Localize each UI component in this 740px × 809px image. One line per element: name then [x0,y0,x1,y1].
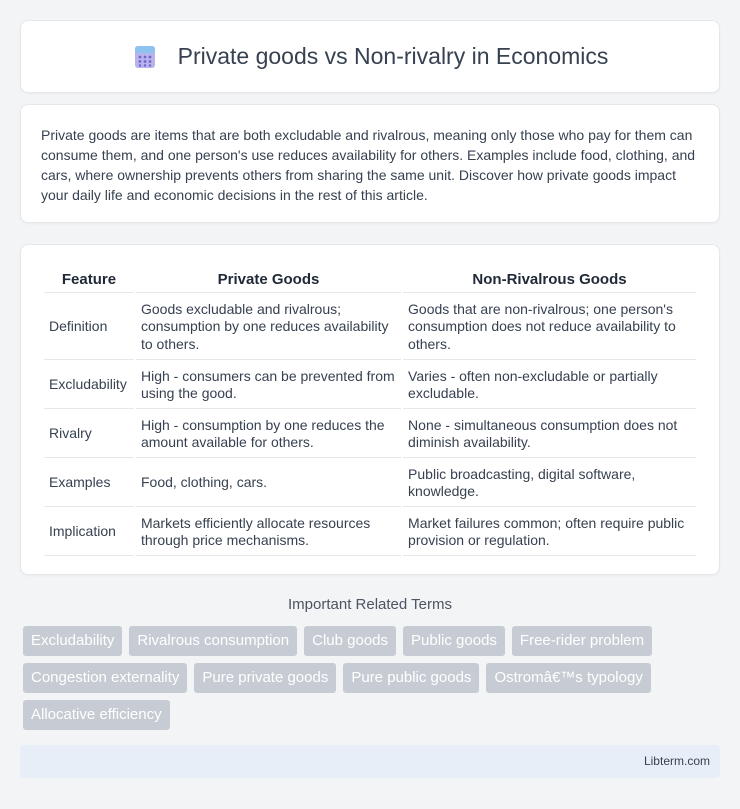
non-rivalrous-cell: Varies - often non-excludable or partially excludable. [403,362,696,409]
footer [20,745,720,778]
private-goods-cell: Goods excludable and rivalrous; consumption by one reduces availability to others. [136,295,401,360]
related-term-tag[interactable]: Ostromâ€™s typology [486,663,650,693]
title-card [20,20,720,93]
header-private-goods: Private Goods [136,267,401,293]
intro-paragraph: Private goods are items that are both excludable and rivalrous, meaning only those who pay for them can consume them, and one person's use reduces availability for others. Examples include food, clothing, and cars, where ownership prevents others from sharing the same unit. Discover how private goods impact your daily life and economic decisions in the rest of this article. [41,127,696,203]
private-goods-cell: High - consumers can be prevented from using the good. [136,362,401,409]
related-term-tag[interactable]: Congestion externality [23,663,187,693]
related-term-tag[interactable]: Allocative efficiency [23,700,170,730]
table-row [44,509,696,556]
related-terms-list [23,626,703,730]
header-non-rivalrous-goods: Non-Rivalrous Goods [403,267,696,293]
related-term-tag[interactable]: Excludability [23,626,122,656]
footer-site-link[interactable]: Libterm.com [643,754,710,768]
feature-cell: Examples [44,460,134,507]
intro-card [20,104,720,223]
related-terms-heading: Important Related Terms [288,596,452,613]
page-title: Private goods vs Non-rivalry in Economics [177,43,609,69]
private-goods-cell: High - consumption by one reduces the amount available for others. [136,411,401,458]
header-feature: Feature [44,267,134,293]
related-term-tag[interactable]: Public goods [403,626,505,656]
related-term-tag[interactable]: Pure public goods [343,663,479,693]
feature-cell: Definition [44,295,134,360]
calculator-icon [132,44,158,70]
feature-cell: Excludability [44,362,134,409]
private-goods-cell: Markets efficiently allocate resources through price mechanisms. [136,509,401,556]
related-term-tag[interactable]: Rivalrous consumption [129,626,297,656]
non-rivalrous-cell: Goods that are non-rivalrous; one person's consumption does not reduce availability to others. [403,295,696,360]
non-rivalrous-cell: Market failures common; often require public provision or regulation. [403,509,696,556]
table-row [44,295,696,360]
table-header-row [44,267,696,293]
comparison-table-card [20,244,720,575]
private-goods-cell: Food, clothing, cars. [136,460,401,507]
feature-cell: Rivalry [44,411,134,458]
feature-cell: Implication [44,509,134,556]
table-row [44,460,696,507]
comparison-table [42,265,698,558]
table-row [44,411,696,458]
related-term-tag[interactable]: Club goods [304,626,396,656]
non-rivalrous-cell: None - simultaneous consumption does not diminish availability. [403,411,696,458]
related-term-tag[interactable]: Pure private goods [194,663,336,693]
table-row [44,362,696,409]
related-term-tag[interactable]: Free-rider problem [512,626,652,656]
non-rivalrous-cell: Public broadcasting, digital software, knowledge. [403,460,696,507]
